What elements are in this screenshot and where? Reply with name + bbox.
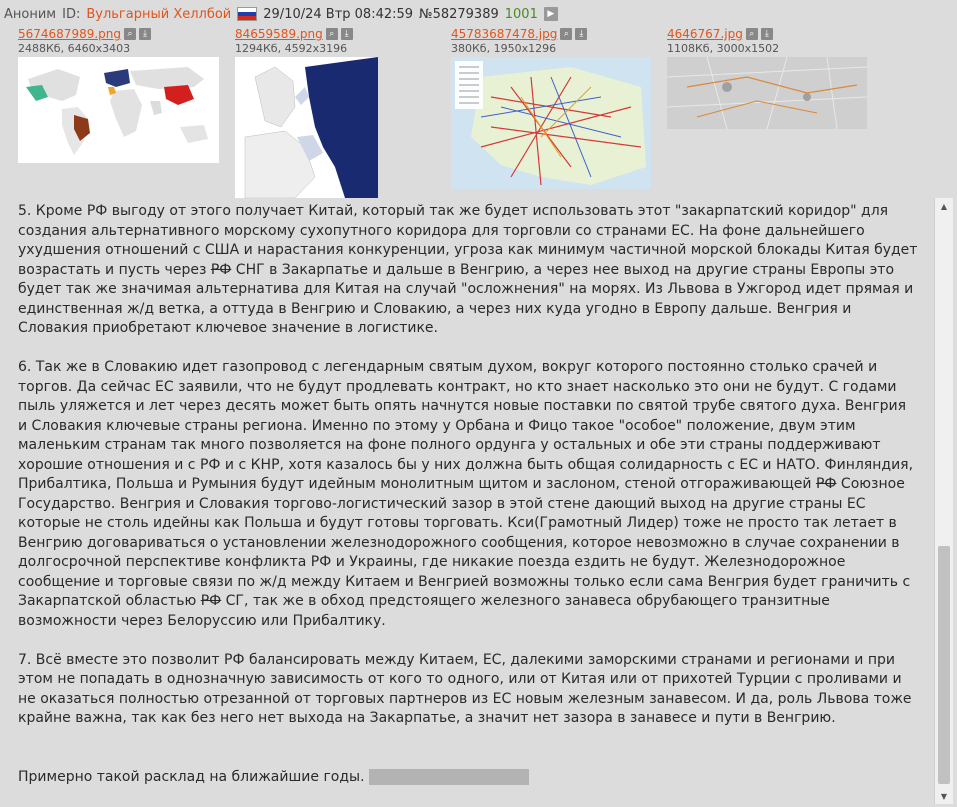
reply-count[interactable]: 1001: [504, 6, 538, 22]
file-meta: 2488Кб, 6460x3403: [18, 42, 131, 55]
closing-line: [18, 768, 918, 788]
id-label: ID:: [62, 6, 81, 22]
strike-text: РФ: [210, 261, 232, 278]
post-number[interactable]: №58279389: [419, 6, 499, 22]
download-icon[interactable]: ⤓: [761, 28, 773, 40]
download-icon[interactable]: ⤓: [139, 28, 151, 40]
text: Союзное Государство. Венгрия и Словакия торгово-логистический зазор в этой стене дающий выход на другие страны ЕС которые не столь идейны как Польша и будут готовы торговать. Кси(Грамотный Лидер) тоже не просто так летает в Венгрию договариваться о установлении железнодорожного сообщения, которое невозможно в случае сохранении в долгосрочной перспективе конфликта РФ и Украины, где никакие поезда ездить не будут. Железнодорожное сообщение и торговые связи по ж/д между Китаем и Венгрией возможны только если сама Венгрия будет граничить с Закарпатской областью: [18, 476, 911, 609]
anon-label: Аноним: [4, 6, 57, 22]
scroll-thumb[interactable]: [938, 546, 950, 784]
text: 6. Так же в Словакию идет газопровод с легендарным святым духом, вокруг которого постоянно столько срачей и торгов. Да сейчас ЕС заявили, что не будут продлевать контракт, но кто знает насколько это они не будут. С годами пыль уляжется и лет через десять может быть опять начнутся новые поставки по святой трубе святого духа. Венгрия и Словакия ключевые страны региона. Именно по этому у Орбана и Фицо такое "особое" положение, двум этим маленьким странам так много позволяется на фоне полного ордунга у остальных и обе эти страны поддерживают хорошие отношения и с РФ и с КНР, хотя казалось бы у них должна быть общая солидарность с ЕС и НАТО. Финляндия, Прибалтика, Польша и Румыния будут идейным монолитным щитом и заслоном, стеной отгораживающей: [18, 359, 914, 492]
file-3: [451, 26, 587, 56]
magnifier-icon[interactable]: ⌕: [326, 28, 338, 40]
magnifier-icon[interactable]: ⌕: [746, 28, 758, 40]
poster-id[interactable]: Вульгарный Хеллбой: [86, 6, 232, 22]
play-icon[interactable]: ▶: [544, 7, 558, 21]
vertical-scrollbar[interactable]: [934, 198, 953, 804]
file-meta: 1108Кб, 3000x1502: [667, 42, 780, 55]
text: Примерно такой расклад на ближайшие годы.: [18, 768, 365, 785]
paragraph-6: [18, 358, 918, 631]
paragraph-7: 7. Всё вместе это позволит РФ балансировать между Китаем, ЕС, далекими заморскими странами и регионами и при этом не попадать в однозначную зависимость от кого то одного, или от Китая или от прихотей Турции с проливами и не оказаться полностью отрезанной от торговых партнеров из ЕС новым железным занавесом. И да, роль Львова тоже крайне важна, так как без него нет выхода на Закарпатье, а значит нет зазора в занавесе и пути в Венгрию.: [18, 651, 912, 726]
magnifier-icon[interactable]: ⌕: [560, 28, 572, 40]
strike-text: РФ: [815, 476, 837, 492]
attached-files: [18, 26, 918, 198]
file-name[interactable]: 4646767.jpg: [667, 27, 743, 41]
download-icon[interactable]: ⤓: [575, 28, 587, 40]
spoiler-block[interactable]: [369, 769, 529, 785]
post-header: [4, 4, 558, 24]
thumbnail-world-map[interactable]: [18, 57, 219, 163]
file-meta: 1294Кб, 4592x3196: [235, 42, 348, 55]
scroll-up-icon[interactable]: ▲: [940, 201, 948, 211]
post-body: [18, 202, 918, 807]
thumbnail-europe-map[interactable]: [235, 57, 378, 198]
scroll-down-icon[interactable]: ▼: [940, 791, 948, 801]
thumbnail-grey-map[interactable]: [667, 57, 867, 129]
text: СНГ в Закарпатье и дальше в Венгрию, а через нее выход на другие страны Европы это будет так же значимая альтернатива для Китая на случай "осложнения" на морях. Из Львова в Ужгород идет прямая и единственная ж/д ветка, а оттуда в Венгрию и Словакию, а через них куда угодно в Европу дальше. Венгрия и Словакия приобретают ключевое значение в логистике.: [18, 261, 914, 336]
file-name[interactable]: 5674687989.png: [18, 27, 122, 41]
file-name[interactable]: 45783687478.jpg: [451, 27, 558, 41]
thumbnail-rail-map[interactable]: [451, 57, 651, 189]
magnifier-icon[interactable]: ⌕: [124, 28, 136, 40]
paragraph-5: [18, 202, 918, 339]
file-meta: 380Кб, 1950x1296: [451, 42, 557, 55]
strike-text: РФ: [200, 593, 222, 609]
download-icon[interactable]: ⤓: [341, 28, 353, 40]
file-1: [18, 26, 151, 56]
file-4: [667, 26, 779, 56]
post-date: 29/10/24 Втр 08:42:59: [263, 6, 414, 22]
text: 5. Кроме РФ выгоду от этого получает Китай, который так же будет использовать этот "закарпатский коридор" для создания альтернативного морскому сухопутного коридора для торговли со странами ЕС. На фоне дальнейшего ухудшения отношений с США и нарастания конкуренции, угроза как минимум частичной морской блокады Китая будет возрастать и пусть через: [18, 203, 918, 278]
file-2: [235, 26, 353, 56]
text: СГ, так же в обход предстоящего железного занавеса обрубающего транзитные возможности через Белоруссию или Прибалтику.: [18, 593, 830, 629]
file-name[interactable]: 84659589.png: [235, 27, 323, 41]
russia-flag-icon: [237, 7, 257, 21]
